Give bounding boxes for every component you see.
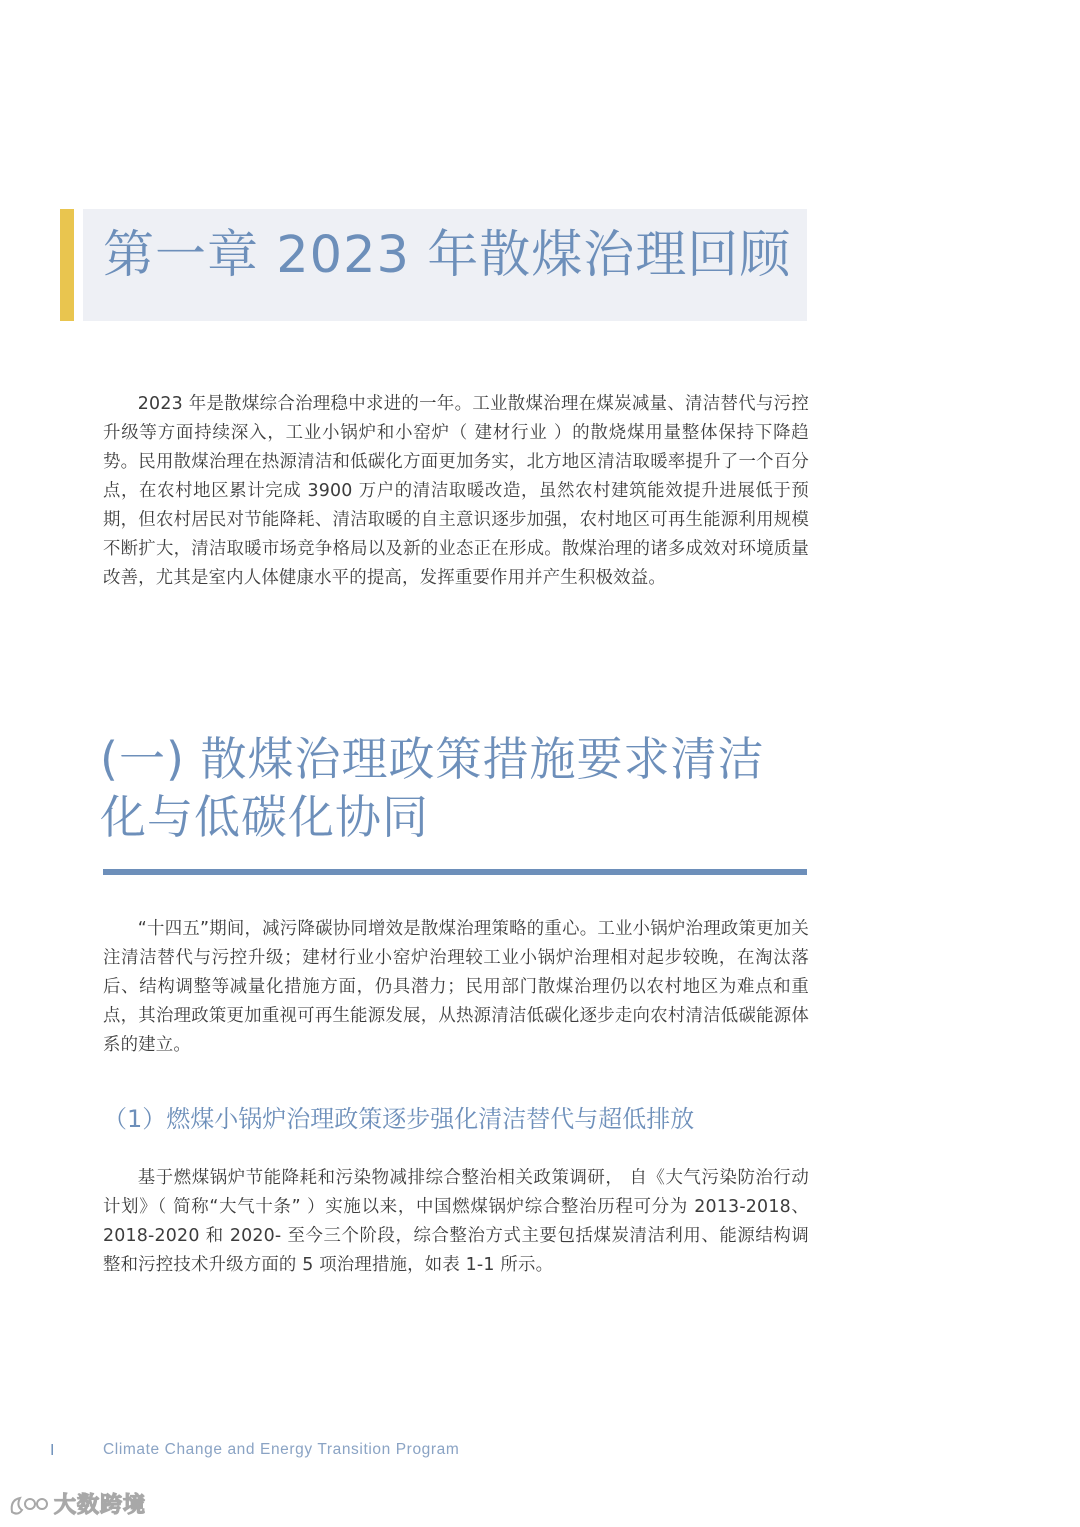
subsection-title: （1）燃煤小锅炉治理政策逐步强化清洁替代与超低排放 xyxy=(103,1105,695,1133)
section-body-paragraph: “十四五”期间，减污降碳协同增效是散煤治理策略的重心。工业小锅炉治理政策更加关注清洁替代与污控升级；建材行业小窑炉治理较工业小锅炉治理相对起步较晚，在淘汰落后、结构调整等减量化措施方面，仍具潜力；民用部门散煤治理仍以农村地区为难点和重点，其治理政策更加重视可再生能源发展，从热源清洁低碳化逐步走向农村清洁低碳能源体系的建立。 xyxy=(103,919,809,1055)
chapter-intro-paragraph: 2023 年是散煤综合治理稳中求进的一年。工业散煤治理在煤炭减量、清洁替代与污控升级等方面持续深入，工业小锅炉和小窑炉（ 建材行业 ）的散烧煤用量整体保持下降趋势。民用散煤治理在热源清洁和低碳化方面更加务实，北方地区清洁取暖率提升了一个百分点，在农村地区累计完成 3900 万户的清洁取暖改造，虽然农村建筑能效提升进展低于预期，但农村居民对节能降耗、清洁取暖的自主意识逐步加强，农村地区可再生能源利用规模不断扩大，清洁取暖市场竞争格局以及新的业态正在形成。散煤治理的诸多成效对环境质量改善，尤其是室内人体健康水平的提高，发挥重要作用并产生积极效益。 xyxy=(103,394,809,588)
page-number: I xyxy=(50,1441,55,1459)
watermark-text: 大数跨境 xyxy=(54,1493,147,1518)
footer-program-name: Climate Change and Energy Transition Program xyxy=(103,1441,460,1458)
chapter-accent-bar xyxy=(60,209,74,321)
subsection-body-paragraph: 基于燃煤锅炉节能降耗和污染物减排综合整治相关政策调研， 自《大气污染防治行动计划》（ 简称“大气十条” ）实施以来，中国燃煤锅炉综合整治历程可分为 2013-2018、2018-2020 和 2020- 至今三个阶段，综合整治方式主要包括煤炭清洁利用、能源结构调整和污控技术升级方面的 5 项治理措施，如表 1-1 所示。 xyxy=(103,1168,809,1275)
chapter-title: 第一章 2023 年散煤治理回顾 xyxy=(103,226,792,285)
watermark-logo-icon xyxy=(8,1492,52,1520)
section-divider xyxy=(103,869,807,875)
section-title: (一) 散煤治理政策措施要求清洁化与低碳化协同 xyxy=(100,732,765,844)
watermark xyxy=(8,1488,146,1524)
